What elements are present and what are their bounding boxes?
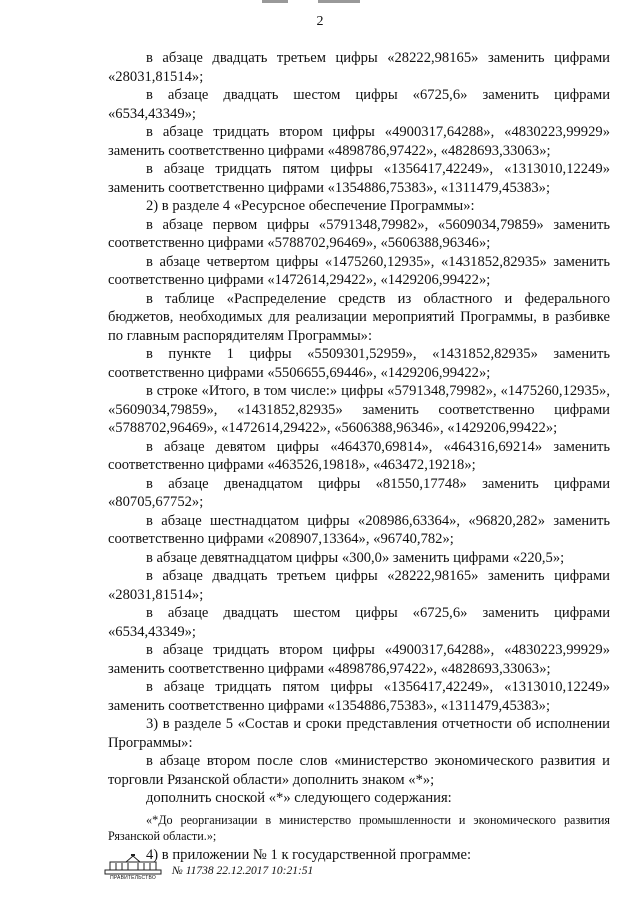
paragraph: дополнить сноской «*» следующего содержания: — [146, 790, 452, 806]
stamp-label: ПРАВИТЕЛЬСТВО — [110, 875, 156, 881]
scan-artifact — [262, 0, 288, 3]
paragraph: в абзаце втором после слов «министерство экономического развития и торговли Рязанской области» дополнить знаком «*»; — [108, 753, 610, 788]
paragraph: в абзаце двадцать шестом цифры «6725,6» заменить цифрами «6534,43349»; — [108, 87, 610, 122]
paragraph: в абзаце двадцать третьем цифры «28222,98165» заменить цифрами «28031,81514»; — [108, 568, 610, 603]
paragraph: в абзаце двадцать шестом цифры «6725,6» заменить цифрами «6534,43349»; — [108, 605, 610, 640]
section-item: 2) в разделе 4 «Ресурсное обеспечение Программы»: — [146, 198, 475, 214]
paragraph: в абзаце девятом цифры «464370,69814», «464316,69214» заменить соответственно цифрами «463526,19818», «463472,19218»; — [108, 438, 610, 473]
paragraph: в абзаце двадцать третьем цифры «28222,98165» заменить цифрами «28031,81514»; — [108, 50, 610, 85]
paragraph: в абзаце девятнадцатом цифры «300,0» заменить цифрами «220,5»; — [146, 549, 565, 566]
registration-code: № 11738 22.12.2017 10:21:51 — [172, 865, 314, 877]
paragraph: в таблице «Распределение средств из областного и федерального бюджетов, необходимых для реализации мероприятий Программы, в разбивке по главным распорядителям Программы»: — [108, 290, 610, 344]
document-body — [108, 49, 610, 864]
paragraph: в строке «Итого, в том числе:» цифры «5791348,79982», «1475260,12935», «5609034,79859», «1431852,82935» заменить соответственно цифрами «5788702,96469», «1472614,29422», «5606388,96346», «1429206,99422»; — [108, 383, 610, 436]
paragraph: в абзаце тридцать втором цифры «4900317,64288», «4830223,99929» заменить соответственно цифрами «4898786,97422», «4828693,33063»; — [108, 124, 610, 159]
footnote-text: «*До реорганизации в министерство промышленности и экономического развития Рязанской области.»; — [108, 812, 610, 843]
paragraph: в абзаце двенадцатом цифры «81550,17748» заменить цифрами «80705,67752»; — [108, 475, 610, 510]
paragraph: в абзаце первом цифры «5791348,79982», «5609034,79859» заменить соответственно цифрами «5788702,96469», «5606388,96346»; — [108, 216, 610, 251]
paragraph: в абзаце тридцать пятом цифры «1356417,42249», «1313010,12249» заменить соответственно цифрами «1354886,75383», «1311479,45383»; — [108, 679, 610, 714]
paragraph: в абзаце четвертом цифры «1475260,12935», «1431852,82935» заменить соответственно цифрами «1472614,29422», «1429206,99422»; — [108, 253, 610, 288]
paragraph: в пункте 1 цифры «5509301,52959», «1431852,82935» заменить соответственно цифрами «5506655,69446», «1429206,99422»; — [108, 346, 610, 381]
page-number: 2 — [316, 14, 324, 29]
government-building-stamp — [104, 853, 162, 875]
paragraph: в абзаце шестнадцатом цифры «208986,63364», «96820,282» заменить соответственно цифрами «208907,13364», «96740,782»; — [108, 512, 610, 547]
scan-artifact — [318, 0, 360, 3]
section-item: 4) в приложении № 1 к государственной программе: — [146, 846, 472, 863]
section-item: 3) в разделе 5 «Состав и сроки представления отчетности об исполнении Программы»: — [108, 716, 610, 751]
paragraph: в абзаце тридцать втором цифры «4900317,64288», «4830223,99929» заменить соответственно цифрами «4898786,97422», «4828693,33063»; — [108, 642, 610, 677]
paragraph: в абзаце тридцать пятом цифры «1356417,42249», «1313010,12249» заменить соответственно цифрами «1354886,75383», «1311479,45383»; — [108, 161, 610, 196]
